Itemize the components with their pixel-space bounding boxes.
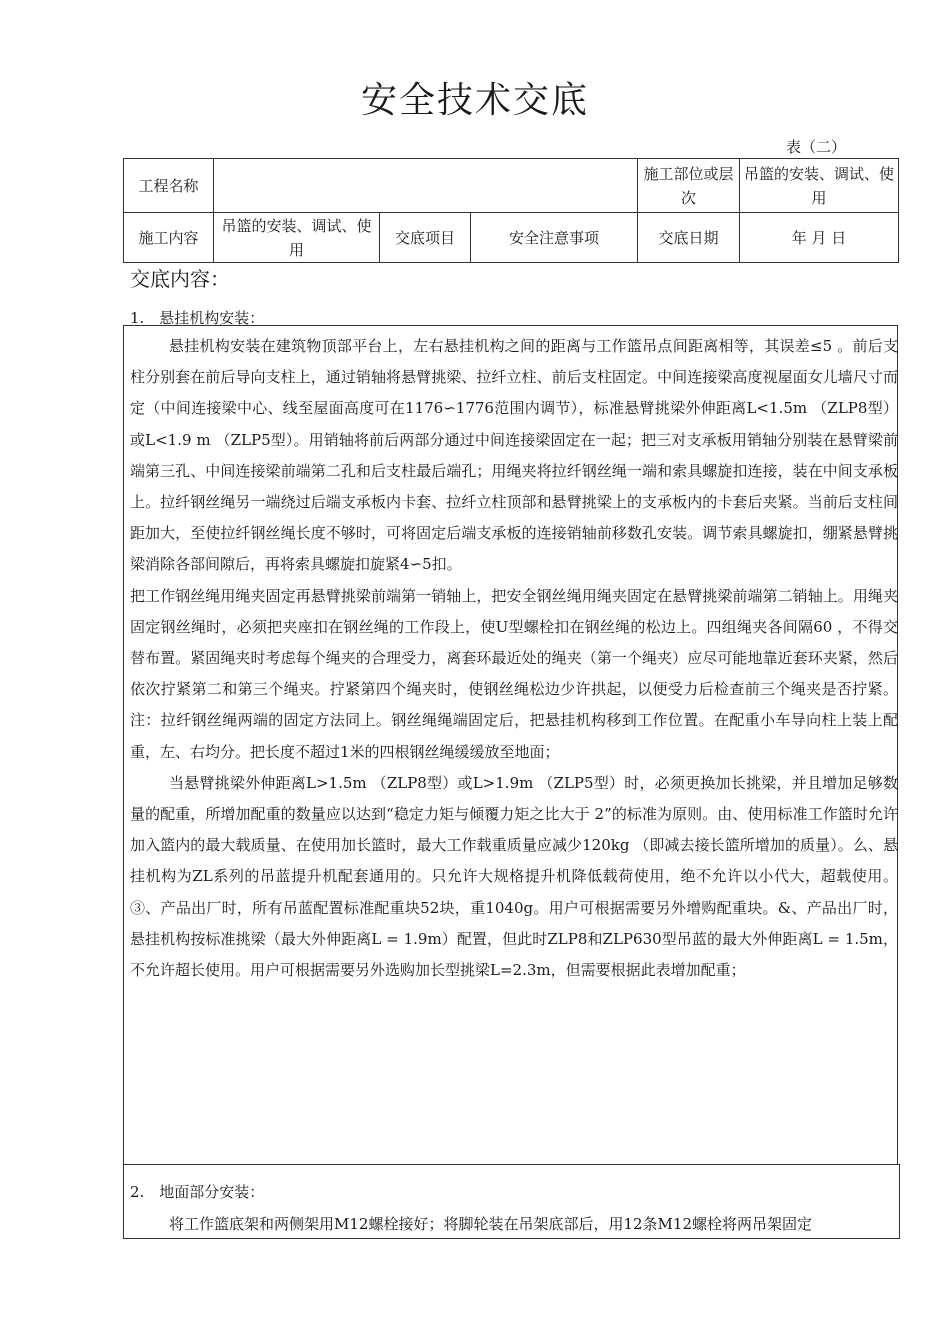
paragraph: 将工作篮底架和两侧架用M12螺栓接好；将脚轮装在吊架底部后，用12条M12螺栓将两吊架固定 bbox=[169, 1215, 812, 1233]
date-label: 交底日期 bbox=[638, 213, 740, 263]
project-name-value bbox=[214, 159, 638, 213]
content-value: 吊篮的安装、调试、使用 bbox=[214, 213, 380, 263]
paragraph: 当悬臂挑梁外伸距离L>1.5m （ZLP8型）或L>1.9m （ZLP5型）时，必须更换加长挑梁，并且增加足够数量的配重，所增加配重的数量应以达到“稳定力矩与倾覆力矩之比大于 2”的标准为原则。由、使用标准工作篮时允许加入篮内的最大载质量、在使用加长篮时，最大工作载重质量应减少120kg （即减去接长篮所增加的质量）。么、悬挂机构为ZL系列的吊蓝提升机配套通用的。只允许大规格提升机降低载荷使用，绝不允许以小代大，超载使用。③、产品出厂时，所有吊蓝配置标准配重块52块，重1040g。用户可根据需要另外增购配重块。&、产品出厂时，悬挂机构按标准挑梁（最大外伸距离L = 1.9m）配置，但此时ZLP8和ZLP630型吊蓝的最大外伸距离L = 1.5m，不允许超长使用。用户可根据需要另外选购加长型挑梁L=2.3m，但需要根据此表增加配重； bbox=[130, 773, 898, 980]
header-table bbox=[123, 158, 899, 263]
item-title-1: 1. 悬挂机构安装： bbox=[130, 309, 265, 327]
location-value: 吊篮的安装、调试、使用 bbox=[740, 159, 899, 213]
item-body-1 bbox=[130, 331, 898, 986]
item-title-2: 2. 地面部分安装： bbox=[130, 1183, 265, 1201]
item-value: 安全注意事项 bbox=[471, 213, 638, 263]
form-number: 表（二） bbox=[786, 138, 847, 156]
paragraph: 把工作钢丝绳用绳夹固定再悬臂挑梁前端第一销轴上，把安全钢丝绳用绳夹固定在悬臂挑梁前端第二销轴上。用绳夹固定钢丝绳时，必须把夹座扣在钢丝绳的工作段上，使U型螺栓扣在钢丝绳的松边上。四组绳夹各间隔60 ，不得交替布置。紧固绳夹时考虑每个绳夹的合理受力，离套环最近处的绳夹（第一个绳夹）应尽可能地靠近套环夹紧，然后依次拧紧第二和第三个绳夹。拧紧第四个绳夹时，使钢丝绳松边少许拱起，以便受力后检查前三个绳夹是否拧紧。注：拉纤钢丝绳两端的固定方法同上。钢丝绳绳端固定后，把悬挂机构移到工作位置。在配重小车导向柱上装上配重，左、右均分。把长度不超过1米的四根钢丝绳缓缓放至地面； bbox=[130, 586, 898, 761]
item-body-2 bbox=[130, 1209, 898, 1240]
date-value: 年 月 日 bbox=[740, 213, 899, 263]
location-label: 施工部位或层次 bbox=[638, 159, 740, 213]
document-title: 安全技术交底 bbox=[360, 80, 589, 121]
section-heading: 交底内容： bbox=[130, 267, 230, 291]
content-label: 施工内容 bbox=[124, 213, 214, 263]
item-label: 交底项目 bbox=[380, 213, 471, 263]
project-name-label: 工程名称 bbox=[124, 159, 214, 213]
paragraph: 悬挂机构安装在建筑物顶部平台上，左右悬挂机构之间的距离与工作篮吊点间距离相等，其误差≤5 。前后支柱分别套在前后导向支柱上，通过销轴将悬臂挑梁、拉纤立柱、前后支柱固定。中间连接梁高度视屋面女儿墙尺寸而定（中间连接梁中心、线至屋面高度可在1176∽1776范围内调节），标准悬臂挑梁外伸距离L<1.5m （ZLP8型）或L<1.9 m （ZLP5型）。用销轴将前后两部分通过中间连接梁固定在一起；把三对支承板用销轴分别装在悬臂梁前端第三孔、中间连接梁前端第二孔和后支柱最后端孔；用绳夹将拉纤钢丝绳一端和索具螺旋扣连接，装在中间支承板上。拉纤钢丝绳另一端绕过后端支承板内卡套、拉纤立柱顶部和悬臂挑梁上的支承板内的卡套后夹紧。当前后支柱间距加大，至使拉纤钢丝绳长度不够时，可将固定后端支承板的连接销轴前移数孔安装。调节索具螺旋扣，绷紧悬臂挑梁消除各部间隙后，再将索具螺旋扣旋紧4∽5扣。 bbox=[130, 337, 898, 574]
